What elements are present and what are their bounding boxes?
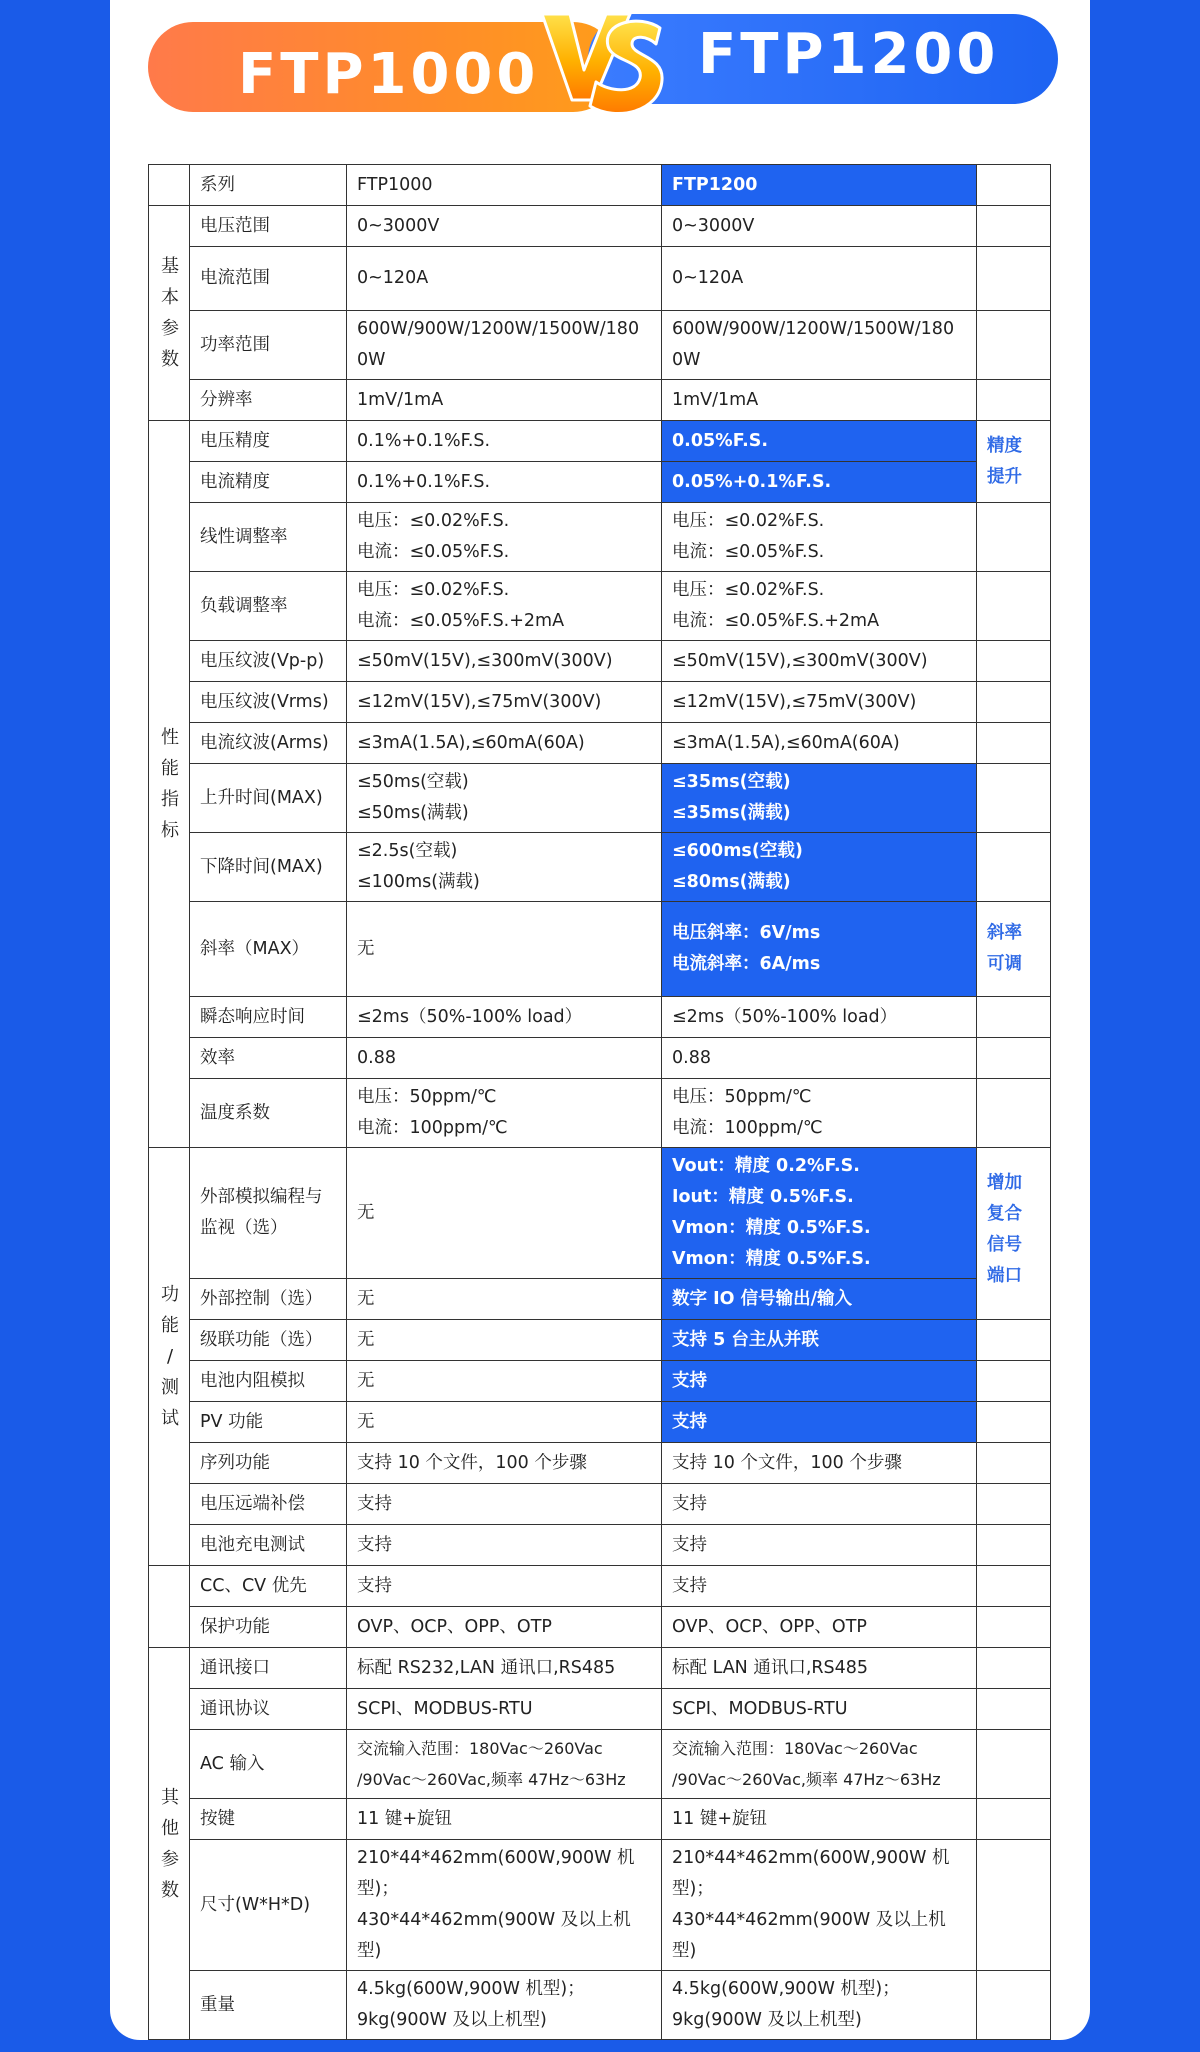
value-line: ≤50ms(空载)	[357, 772, 469, 792]
value-a	[347, 833, 662, 902]
note-line: 端口	[987, 1266, 1022, 1286]
value-line: 0.88	[672, 1047, 711, 1068]
value-line: ≤12mV(15V),≤75mV(300V)	[672, 691, 917, 712]
note-cell	[977, 1038, 1051, 1079]
row-label: 电压纹波(Vrms)	[190, 682, 347, 723]
note-cell	[977, 380, 1051, 421]
category-char: 数	[161, 349, 179, 370]
value-line: 电流：≤0.05%F.S.+2mA	[672, 611, 880, 631]
value-line: 1mV/1mA	[357, 389, 444, 410]
value-a	[347, 764, 662, 833]
value-line: 无	[357, 1370, 375, 1391]
row-label: 电流范围	[190, 247, 347, 311]
value-b	[662, 1484, 977, 1525]
table-row	[149, 1799, 1051, 1840]
value-a	[347, 902, 662, 997]
value-b-highlight	[662, 902, 977, 997]
category-empty	[149, 1566, 190, 1648]
note-cell	[977, 1443, 1051, 1484]
value-a	[347, 380, 662, 421]
value-b	[662, 1648, 977, 1689]
value-b	[662, 247, 977, 311]
value-a	[347, 1971, 662, 2040]
value-b	[662, 723, 977, 764]
table-row	[149, 462, 1051, 503]
label-line: 外部模拟编程与	[200, 1187, 323, 1207]
category-char: 试	[161, 1408, 179, 1429]
category-performance	[149, 421, 190, 1148]
note-line: 复合	[987, 1204, 1022, 1224]
row-label: 通讯协议	[190, 1689, 347, 1730]
value-line: ≤3mA(1.5A),≤60mA(60A)	[672, 732, 900, 753]
row-label: 电池内阻模拟	[190, 1361, 347, 1402]
value-line: 支持	[672, 1534, 707, 1555]
note-cell	[977, 1566, 1051, 1607]
value-line: 600W/900W/1200W/1500W/180	[672, 319, 955, 339]
row-label: 通讯接口	[190, 1648, 347, 1689]
note-line: 精度	[987, 435, 1022, 456]
value-line: 430*44*462mm(900W 及以上机	[672, 1910, 946, 1930]
category-other	[149, 1648, 190, 2040]
row-label: 分辨率	[190, 380, 347, 421]
category-char: 其	[161, 1786, 179, 1808]
value-b-highlight	[662, 1279, 977, 1320]
table-row	[149, 1607, 1051, 1648]
value-line: Vmon：精度 0.5%F.S.	[672, 1218, 871, 1238]
value-a	[347, 1361, 662, 1402]
value-line: 0W	[672, 350, 701, 370]
note-cell	[977, 1971, 1051, 2040]
category-char: 参	[161, 1848, 179, 1870]
value-a	[347, 572, 662, 641]
value-a	[347, 1279, 662, 1320]
value-line: 4.5kg(600W,900W 机型)；	[672, 1979, 900, 1999]
note-cell	[977, 1525, 1051, 1566]
value-a	[347, 723, 662, 764]
value-line: 电压斜率：6V/ms	[672, 923, 821, 943]
row-label: 保护功能	[190, 1607, 347, 1648]
value-line: 0.88	[357, 1047, 396, 1068]
note-slope-adjustable	[977, 902, 1051, 997]
note-cell	[977, 764, 1051, 833]
row-label: 效率	[190, 1038, 347, 1079]
value-line: 无	[357, 1411, 375, 1432]
value-line: Vout：精度 0.2%F.S.	[672, 1156, 860, 1176]
value-a	[347, 1402, 662, 1443]
row-label: CC、CV 优先	[190, 1566, 347, 1607]
note-cell	[977, 1799, 1051, 1840]
row-label: 电压范围	[190, 206, 347, 247]
value-line: 交流输入范围：180Vac～260Vac	[357, 1739, 603, 1758]
table-row	[149, 1566, 1051, 1607]
value-line: 电压：≤0.02%F.S.	[672, 580, 825, 600]
row-label: 重量	[190, 1971, 347, 2040]
value-b	[662, 1525, 977, 1566]
row-label: PV 功能	[190, 1402, 347, 1443]
note-cell	[977, 206, 1051, 247]
value-line: 无	[357, 1202, 375, 1223]
value-line: 支持	[672, 1370, 707, 1391]
value-a	[347, 1607, 662, 1648]
value-line: 电压：≤0.02%F.S.	[672, 511, 825, 531]
value-line: 430*44*462mm(900W 及以上机	[357, 1910, 631, 1930]
value-b	[662, 503, 977, 572]
value-line: 0~120A	[357, 268, 429, 288]
value-line: 型)；	[357, 1879, 399, 1899]
value-line: 电压：≤0.02%F.S.	[357, 580, 510, 600]
value-a	[347, 421, 662, 462]
note-accuracy-improved	[977, 421, 1051, 503]
value-line: /90Vac～260Vac,频率 47Hz～63Hz	[672, 1770, 941, 1789]
value-line: 电流斜率：6A/ms	[672, 954, 821, 974]
value-line: 9kg(900W 及以上机型)	[357, 2010, 547, 2030]
category-char: 功	[161, 1284, 179, 1305]
value-line: 支持 10 个文件，100 个步骤	[672, 1452, 902, 1473]
category-char: 参	[161, 318, 179, 339]
row-label: 上升时间(MAX)	[190, 764, 347, 833]
note-cell	[977, 165, 1051, 206]
category-function-test	[149, 1148, 190, 1566]
value-line: ≤50mV(15V),≤300mV(300V)	[672, 650, 928, 671]
value-line: ≤50ms(满载)	[357, 803, 469, 823]
value-line: 11 键+旋钮	[357, 1808, 452, 1829]
row-label: 序列功能	[190, 1443, 347, 1484]
table-row	[149, 1443, 1051, 1484]
value-b-highlight	[662, 1402, 977, 1443]
table-row	[149, 1484, 1051, 1525]
table-row	[149, 206, 1051, 247]
row-label: 线性调整率	[190, 503, 347, 572]
value-line: 型)；	[672, 1879, 714, 1899]
value-line: 0~120A	[672, 268, 744, 288]
category-basic	[149, 206, 190, 421]
value-line: 支持	[357, 1493, 392, 1514]
note-cell	[977, 682, 1051, 723]
note-cell	[977, 503, 1051, 572]
value-line: 电流：≤0.05%F.S.+2mA	[357, 611, 565, 631]
header-model-b: FTP1200	[662, 165, 977, 206]
row-label: 电压精度	[190, 421, 347, 462]
value-a	[347, 1038, 662, 1079]
value-line: OVP、OCP、OPP、OTP	[357, 1616, 552, 1637]
row-label: 温度系数	[190, 1079, 347, 1148]
value-line: 210*44*462mm(600W,900W 机	[357, 1848, 635, 1868]
table-row	[149, 1525, 1051, 1566]
value-a	[347, 1525, 662, 1566]
note-line: 提升	[987, 466, 1022, 487]
table-row	[149, 247, 1051, 311]
row-label: 电压纹波(Vp-p)	[190, 641, 347, 682]
value-b	[662, 641, 977, 682]
note-cell	[977, 1079, 1051, 1148]
row-label: 负载调整率	[190, 572, 347, 641]
table-row	[149, 1148, 1051, 1279]
table-row	[149, 421, 1051, 462]
value-line: 支持	[357, 1534, 392, 1555]
row-label: 电池充电测试	[190, 1525, 347, 1566]
value-line: 支持	[672, 1575, 707, 1596]
value-a	[347, 247, 662, 311]
category-char: /	[166, 1346, 174, 1367]
value-line: 数字 IO 信号输出/输入	[672, 1288, 852, 1309]
table-row	[149, 1648, 1051, 1689]
note-cell	[977, 1689, 1051, 1730]
value-line: ≤2.5s(空载)	[357, 841, 458, 861]
value-line: ≤50mV(15V),≤300mV(300V)	[357, 650, 613, 671]
row-label: 瞬态响应时间	[190, 997, 347, 1038]
value-line: 9kg(900W 及以上机型)	[672, 2010, 862, 2030]
value-b-highlight	[662, 462, 977, 503]
row-label: AC 输入	[190, 1730, 347, 1799]
value-line: 0~3000V	[357, 215, 440, 236]
value-a	[347, 1484, 662, 1525]
note-cell	[977, 1607, 1051, 1648]
value-a	[347, 1566, 662, 1607]
table-row	[149, 572, 1051, 641]
row-label: 电压远端补偿	[190, 1484, 347, 1525]
value-line: 0~3000V	[672, 215, 755, 236]
table-row	[149, 1840, 1051, 1971]
category-char: 基	[161, 256, 179, 277]
value-line: 600W/900W/1200W/1500W/180	[357, 319, 640, 339]
value-line: 标配 LAN 通讯口,RS485	[672, 1657, 869, 1678]
value-line: /90Vac～260Vac,频率 47Hz～63Hz	[357, 1770, 626, 1789]
value-line: 1mV/1mA	[672, 389, 759, 410]
table-row	[149, 1038, 1051, 1079]
value-a	[347, 1689, 662, 1730]
value-a	[347, 997, 662, 1038]
row-label: 斜率（MAX）	[190, 902, 347, 997]
value-b	[662, 1971, 977, 2040]
corner-cell	[149, 165, 190, 206]
row-label: 功率范围	[190, 311, 347, 380]
table-row	[149, 902, 1051, 997]
value-a	[347, 1148, 662, 1279]
value-line: 标配 RS232,LAN 通讯口,RS485	[357, 1657, 616, 1678]
value-line: ≤35ms(空载)	[672, 772, 791, 792]
category-char: 能	[161, 1315, 179, 1336]
category-char: 他	[161, 1817, 179, 1839]
note-cell	[977, 997, 1051, 1038]
table-row	[149, 682, 1051, 723]
value-line: 210*44*462mm(600W,900W 机	[672, 1848, 950, 1868]
value-b	[662, 572, 977, 641]
table-row	[149, 1279, 1051, 1320]
row-label: 尺寸(W*H*D)	[190, 1840, 347, 1971]
category-char: 测	[161, 1377, 179, 1398]
value-b-highlight	[662, 421, 977, 462]
category-char: 指	[161, 789, 179, 810]
value-line: 型)	[357, 1941, 382, 1961]
value-line: 无	[357, 1329, 375, 1350]
note-cell	[977, 1484, 1051, 1525]
category-char: 能	[161, 758, 179, 779]
value-b	[662, 997, 977, 1038]
right-model-title: FTP1200	[698, 22, 1000, 87]
value-line: 电流：≤0.05%F.S.	[357, 542, 510, 562]
category-char: 标	[161, 820, 179, 841]
note-line: 增加	[987, 1173, 1022, 1193]
category-char: 性	[161, 727, 179, 748]
value-line: OVP、OCP、OPP、OTP	[672, 1616, 867, 1637]
value-b	[662, 1799, 977, 1840]
note-cell	[977, 1648, 1051, 1689]
value-line: 电流：100ppm/℃	[672, 1118, 823, 1138]
note-cell	[977, 1840, 1051, 1971]
value-line: 0W	[357, 350, 386, 370]
table-row	[149, 997, 1051, 1038]
table-row	[149, 1730, 1051, 1799]
note-cell	[977, 833, 1051, 902]
value-line: ≤600ms(空载)	[672, 841, 803, 861]
comparison-banner	[148, 14, 1058, 114]
row-label: 外部控制（选）	[190, 1279, 347, 1320]
value-line: 0.05%F.S.	[672, 430, 768, 451]
note-cell	[977, 572, 1051, 641]
value-a	[347, 311, 662, 380]
row-label: 下降时间(MAX)	[190, 833, 347, 902]
value-a	[347, 1799, 662, 1840]
value-line: 支持 10 个文件，100 个步骤	[357, 1452, 587, 1473]
value-line: 无	[357, 938, 375, 959]
value-line: 电流：100ppm/℃	[357, 1118, 508, 1138]
value-b-highlight	[662, 833, 977, 902]
value-line: 电压：50ppm/℃	[672, 1087, 812, 1107]
value-line: ≤80ms(满载)	[672, 872, 791, 892]
value-a	[347, 1079, 662, 1148]
value-line: 0.1%+0.1%F.S.	[357, 430, 491, 451]
header-label: 系列	[190, 165, 347, 206]
value-line: 电压：≤0.02%F.S.	[357, 511, 510, 531]
table-row	[149, 764, 1051, 833]
left-model-title: FTP1000	[238, 42, 540, 107]
value-line: 支持	[672, 1411, 707, 1432]
category-char: 数	[161, 1879, 179, 1901]
note-line: 可调	[987, 954, 1022, 974]
value-a	[347, 682, 662, 723]
note-line: 信号	[987, 1235, 1022, 1255]
value-b-highlight	[662, 1320, 977, 1361]
value-b	[662, 1079, 977, 1148]
value-b	[662, 1840, 977, 1971]
value-b	[662, 1038, 977, 1079]
label-line: 监视（选）	[200, 1218, 288, 1238]
note-cell	[977, 641, 1051, 682]
table-row	[149, 1320, 1051, 1361]
table-row	[149, 1402, 1051, 1443]
value-line: 11 键+旋钮	[672, 1808, 767, 1829]
table-row	[149, 833, 1051, 902]
row-label: 电流精度	[190, 462, 347, 503]
note-cell	[977, 1730, 1051, 1799]
value-line: ≤2ms（50%-100% load）	[672, 1006, 898, 1027]
value-line: ≤35ms(满载)	[672, 803, 791, 823]
note-composite-signal-port	[977, 1148, 1051, 1320]
value-line: ≤3mA(1.5A),≤60mA(60A)	[357, 732, 585, 753]
spec-comparison-table	[148, 164, 1051, 2040]
value-line: 交流输入范围：180Vac～260Vac	[672, 1739, 918, 1758]
table-row	[149, 1971, 1051, 2040]
value-a	[347, 1320, 662, 1361]
value-b	[662, 1607, 977, 1648]
row-label	[190, 1148, 347, 1279]
note-cell	[977, 723, 1051, 764]
note-cell	[977, 311, 1051, 380]
table-row	[149, 641, 1051, 682]
value-line: 0.05%+0.1%F.S.	[672, 471, 832, 492]
value-b-highlight	[662, 764, 977, 833]
value-line: 4.5kg(600W,900W 机型)；	[357, 1979, 585, 1999]
note-cell	[977, 247, 1051, 311]
value-line: ≤100ms(满载)	[357, 872, 480, 892]
value-a	[347, 641, 662, 682]
value-line: Iout：精度 0.5%F.S.	[672, 1187, 854, 1207]
table-row	[149, 1079, 1051, 1148]
note-cell	[977, 1402, 1051, 1443]
value-line: 支持 5 台主从并联	[672, 1329, 819, 1350]
table-row	[149, 1361, 1051, 1402]
row-label: 电流纹波(Arms)	[190, 723, 347, 764]
value-line: Vmon：精度 0.5%F.S.	[672, 1249, 871, 1269]
value-line: ≤2ms（50%-100% load）	[357, 1006, 583, 1027]
row-label: 级联功能（选）	[190, 1320, 347, 1361]
value-line: 电压：50ppm/℃	[357, 1087, 497, 1107]
value-b-highlight	[662, 1148, 977, 1279]
value-b	[662, 1689, 977, 1730]
value-line: 无	[357, 1288, 375, 1309]
value-b	[662, 1566, 977, 1607]
table-row	[149, 311, 1051, 380]
value-b	[662, 206, 977, 247]
value-b	[662, 1443, 977, 1484]
value-a	[347, 206, 662, 247]
table-row	[149, 723, 1051, 764]
value-b	[662, 311, 977, 380]
note-cell	[977, 1361, 1051, 1402]
value-a	[347, 1730, 662, 1799]
value-a	[347, 1840, 662, 1971]
value-line: SCPI、MODBUS-RTU	[357, 1698, 533, 1719]
value-a	[347, 1443, 662, 1484]
value-line: 支持	[672, 1493, 707, 1514]
category-char: 本	[161, 287, 179, 308]
header-model-a: FTP1000	[347, 165, 662, 206]
value-line: 型)	[672, 1941, 697, 1961]
value-line: 支持	[357, 1575, 392, 1596]
value-line: 0.1%+0.1%F.S.	[357, 471, 491, 492]
note-line: 斜率	[987, 923, 1022, 943]
table-header-row	[149, 165, 1051, 206]
table-row	[149, 503, 1051, 572]
value-line: ≤12mV(15V),≤75mV(300V)	[357, 691, 602, 712]
table-row	[149, 1689, 1051, 1730]
value-line: SCPI、MODBUS-RTU	[672, 1698, 848, 1719]
value-a	[347, 503, 662, 572]
vs-logo	[536, 8, 666, 126]
note-cell	[977, 1320, 1051, 1361]
value-b	[662, 380, 977, 421]
value-line: 电流：≤0.05%F.S.	[672, 542, 825, 562]
value-a	[347, 1648, 662, 1689]
row-label: 按键	[190, 1799, 347, 1840]
value-b	[662, 1730, 977, 1799]
value-b	[662, 682, 977, 723]
value-a	[347, 462, 662, 503]
value-b-highlight	[662, 1361, 977, 1402]
table-row	[149, 380, 1051, 421]
